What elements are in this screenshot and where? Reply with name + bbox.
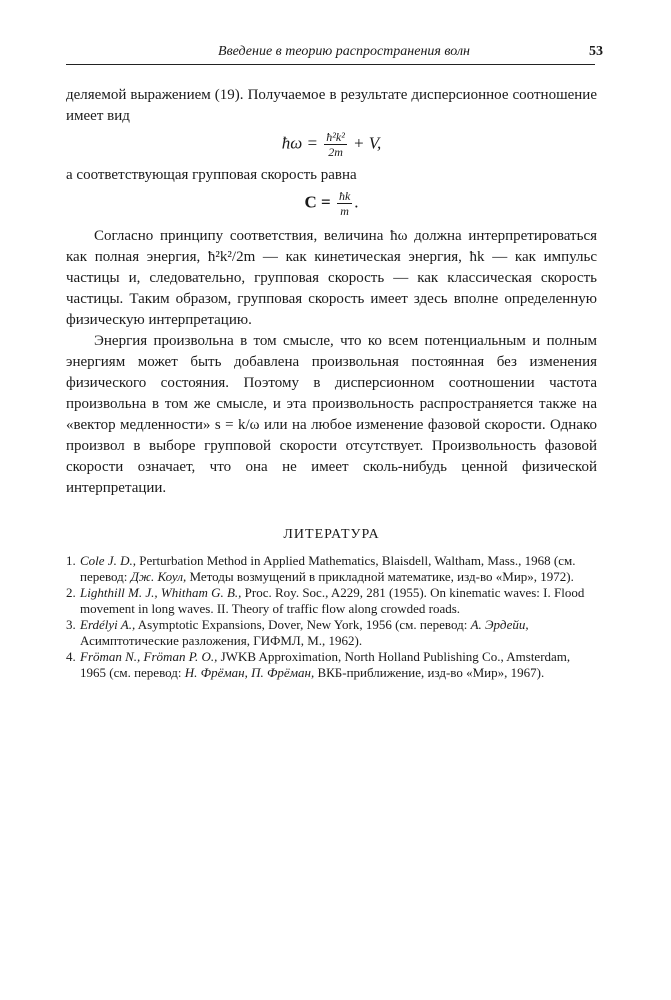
reference-number: 1. — [66, 553, 76, 568]
page-number: 53 — [589, 44, 603, 59]
reference-translation-text: ВКБ-приближение, изд-во «Мир», 1967). — [314, 665, 545, 680]
paragraph-1: деляемой выражением (19). Получаемое в результате дисперсионное соотношение имеет вид — [66, 87, 597, 124]
formula2-fraction — [337, 189, 352, 218]
reference-translation-authors: А. Эрдейи, — [470, 617, 529, 632]
formula2-lhs: C = — [304, 192, 335, 212]
reference-text: Asymptotic Expansions, Dover, New York, 1956 (см. перевод: — [135, 617, 471, 632]
formula1-denominator: 2m — [328, 145, 343, 159]
reference-number: 4. — [66, 649, 76, 664]
reference-authors: Fröman N., Fröman P. O., — [80, 649, 218, 664]
reference-text: Perturbation Method in Applied Mathematics, Blaisdell, Waltham, Mass., 1968 (см. перевод: — [80, 553, 576, 584]
formula1-lhs: ħω = — [281, 133, 323, 153]
reference-item — [66, 553, 597, 585]
reference-translation-text: Методы возмущений в прикладной математике, изд-во «Мир», 1972). — [186, 569, 574, 584]
reference-number: 3. — [66, 617, 76, 632]
reference-authors: Lighthill M. J., Whitham G. B., — [80, 585, 242, 600]
running-title: Введение в теорию распространения волн — [218, 44, 470, 59]
formula2-numerator: ħk — [338, 189, 351, 203]
reference-text: Proc. Roy. Soc., A229, 281 (1955). On kinematic waves: I. Flood movement in long waves. II. Theory of traffic flow along crowded roads. — [80, 585, 585, 616]
formula1-numerator: ħ²k² — [326, 130, 345, 144]
reference-translation-authors: Дж. Коул, — [130, 569, 187, 584]
paragraph-2: а соответствующая групповая скорость равна — [66, 167, 357, 183]
reference-authors: Cole J. D., — [80, 553, 136, 568]
paragraph-4: Энергия произвольна в том смысле, что ко всем потенциальным и полным энергиям может быть добавлена произвольная постоянная без изменения физического состояния. Поэтому в дисперсионном соотношении частота произвольна в том же смысле, и эта произвольность распространяется также на «вектор медленности» s = k/ω или на любое изменение фазовой скорости. Однако произвол в выборе групповой скорости отсутствует. Произвольность фазовой скорости означает, что она не имеет сколь-нибудь ценной физической интерпретации. — [66, 333, 597, 496]
running-header — [66, 44, 603, 65]
formula1-rhs: + V, — [348, 133, 382, 153]
formula2-rhs: . — [354, 192, 359, 212]
reference-translation-text: Асимптотические разложения, ГИФМЛ, М., 1962). — [80, 633, 363, 648]
reference-translation-authors: Н. Фрёман, П. Фрёман, — [184, 665, 315, 680]
dispersion-relation-formula — [66, 130, 597, 159]
formula1-fraction — [324, 130, 347, 159]
reference-item — [66, 649, 597, 681]
reference-item — [66, 617, 597, 649]
reference-text: JWKB Approximation, North Holland Publishing Co., Amsterdam, 1965 (см. перевод: — [80, 649, 571, 680]
reference-authors: Erdélyi A., — [80, 617, 136, 632]
literature-heading: ЛИТЕРАТУРА — [283, 527, 380, 542]
page-body — [66, 85, 597, 681]
reference-list — [66, 553, 597, 681]
reference-item — [66, 585, 597, 617]
group-velocity-formula — [66, 189, 597, 218]
paragraph-3: Согласно принципу соответствия, величина ħω должна интерпретироваться как полная энергия, ħ²k²/2m — как кинетическая энергия, ħk — как импульс частицы и, следовательно, групповая скорость — как классическая скорость частицы. Таким образом, групповая скорость имеет здесь вполне определенную физическую интерпретацию. — [66, 228, 597, 328]
formula2-denominator: m — [340, 204, 349, 218]
reference-number: 2. — [66, 585, 76, 600]
